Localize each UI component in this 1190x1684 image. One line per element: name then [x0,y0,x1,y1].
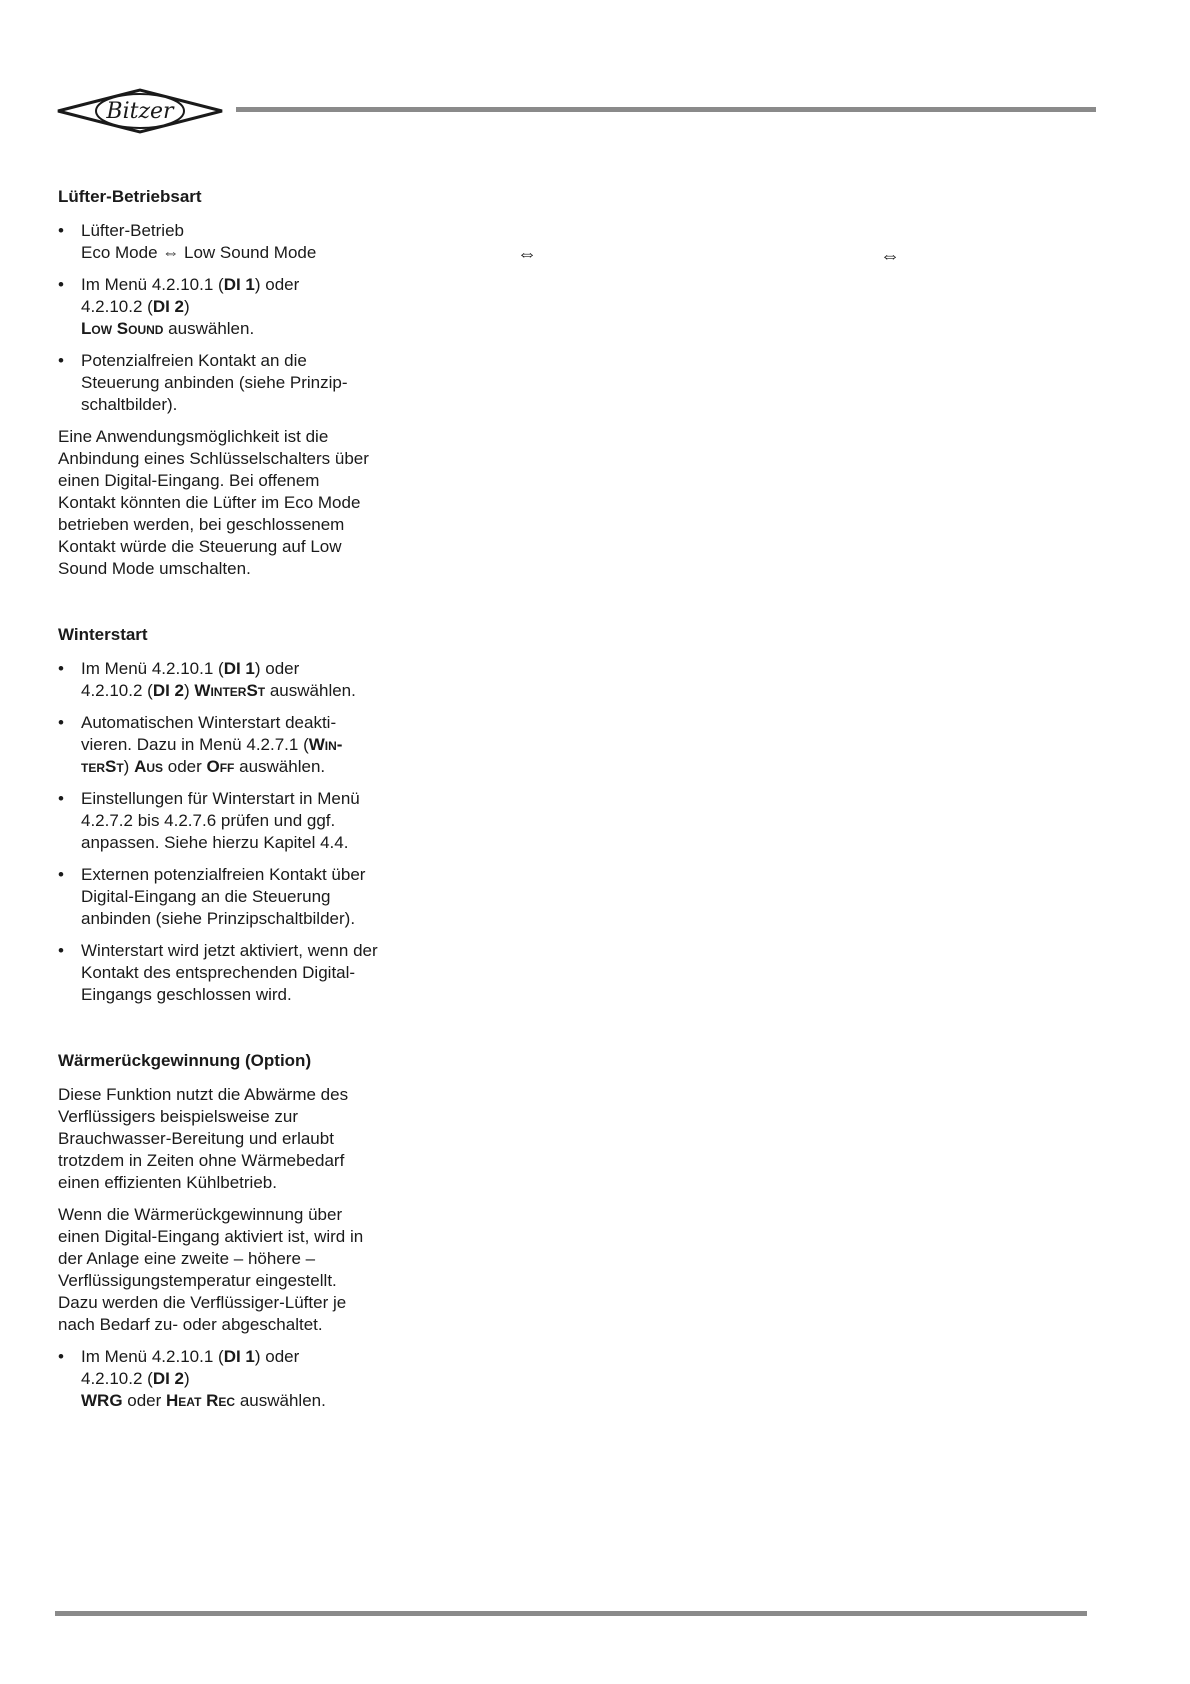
footer-rule [55,1611,1087,1616]
section-title: Wärmerückgewinnung (Option) [58,1051,312,1070]
section-heat-recovery [58,1050,378,1412]
section-fan-mode [58,186,378,580]
double-arrow-icon: ⇔ [517,243,537,265]
section-title: Winterstart [58,625,148,644]
bullet-list [58,658,378,1006]
left-column [58,186,378,1456]
bullet-list [58,1346,378,1412]
bullet-list [58,220,378,416]
list-item: • Externen potenzialfreien Kontakt über Digital-Eingang an die Steuerung anbinden (siehe Prinzipschaltbilder). [58,864,378,930]
logo-text: Bitzer [106,99,174,124]
paragraph: Wenn die Wärmerückgewinnung über einen Digital-Eingang aktiviert ist, wird in der Anlage eine zweite – höhere – Verflüssigungstemperatur eingestellt. Dazu werden die Verflüssiger-Lüfter je nach Bedarf zu- oder abgeschaltet. [58,1205,364,1334]
list-item: • Winterstart wird jetzt aktiviert, wenn der Kontakt des entsprechenden Digital-Eingangs geschlossen wird. [58,940,378,1006]
list-item: • Automatischen Winterstart deaktivieren. Dazu in Menü 4.2.7.1 (WinterSt) Aus oder Off auswählen. [58,712,378,778]
bitzer-logo [56,84,224,138]
paragraph: Eine Anwendungsmöglichkeit ist die Anbindung eines Schlüsselschalters über einen Digital-Eingang. Bei offenem Kontakt könnten die Lüfter im Eco Mode betrieben werden, bei geschlossenem Kontakt würde die Steuerung auf Low Sound Mode umschalten. [58,427,369,578]
section-winterstart [58,624,378,1006]
double-arrow-icon: ⇔ [162,243,180,262]
paragraph: Diese Funktion nutzt die Abwärme des Verflüssigers beispielsweise zur Brauchwasser-Bereitung und erlaubt trotzdem in Zeiten ohne Wärmebedarf einen effizienten Kühlbetrieb. [58,1085,349,1192]
list-item: • Im Menü 4.2.10.1 (DI 1) oder 4.2.10.2 (DI 2) WinterSt auswählen. [58,658,378,702]
list-item: • Einstellungen für Winterstart in Menü 4.2.7.2 bis 4.2.7.6 prüfen und ggf. anpassen. Siehe hierzu Kapitel 4.4. [58,788,378,854]
list-item: • Potenzialfreien Kontakt an die Steuerung anbinden (siehe Prinzipschaltbilder). [58,350,378,416]
list-item: • Lüfter-Betrieb Eco Mode ⇔ Low Sound Mode [58,220,378,264]
list-item: • Im Menü 4.2.10.1 (DI 1) oder 4.2.10.2 (DI 2) Low Sound auswählen. [58,274,378,340]
double-arrow-icon: ⇔ [880,245,900,267]
section-title: Lüfter-Betriebsart [58,187,202,206]
list-item: • Im Menü 4.2.10.1 (DI 1) oder 4.2.10.2 (DI 2) WRG oder Heat Rec auswählen. [58,1346,378,1412]
header-rule [236,107,1096,112]
